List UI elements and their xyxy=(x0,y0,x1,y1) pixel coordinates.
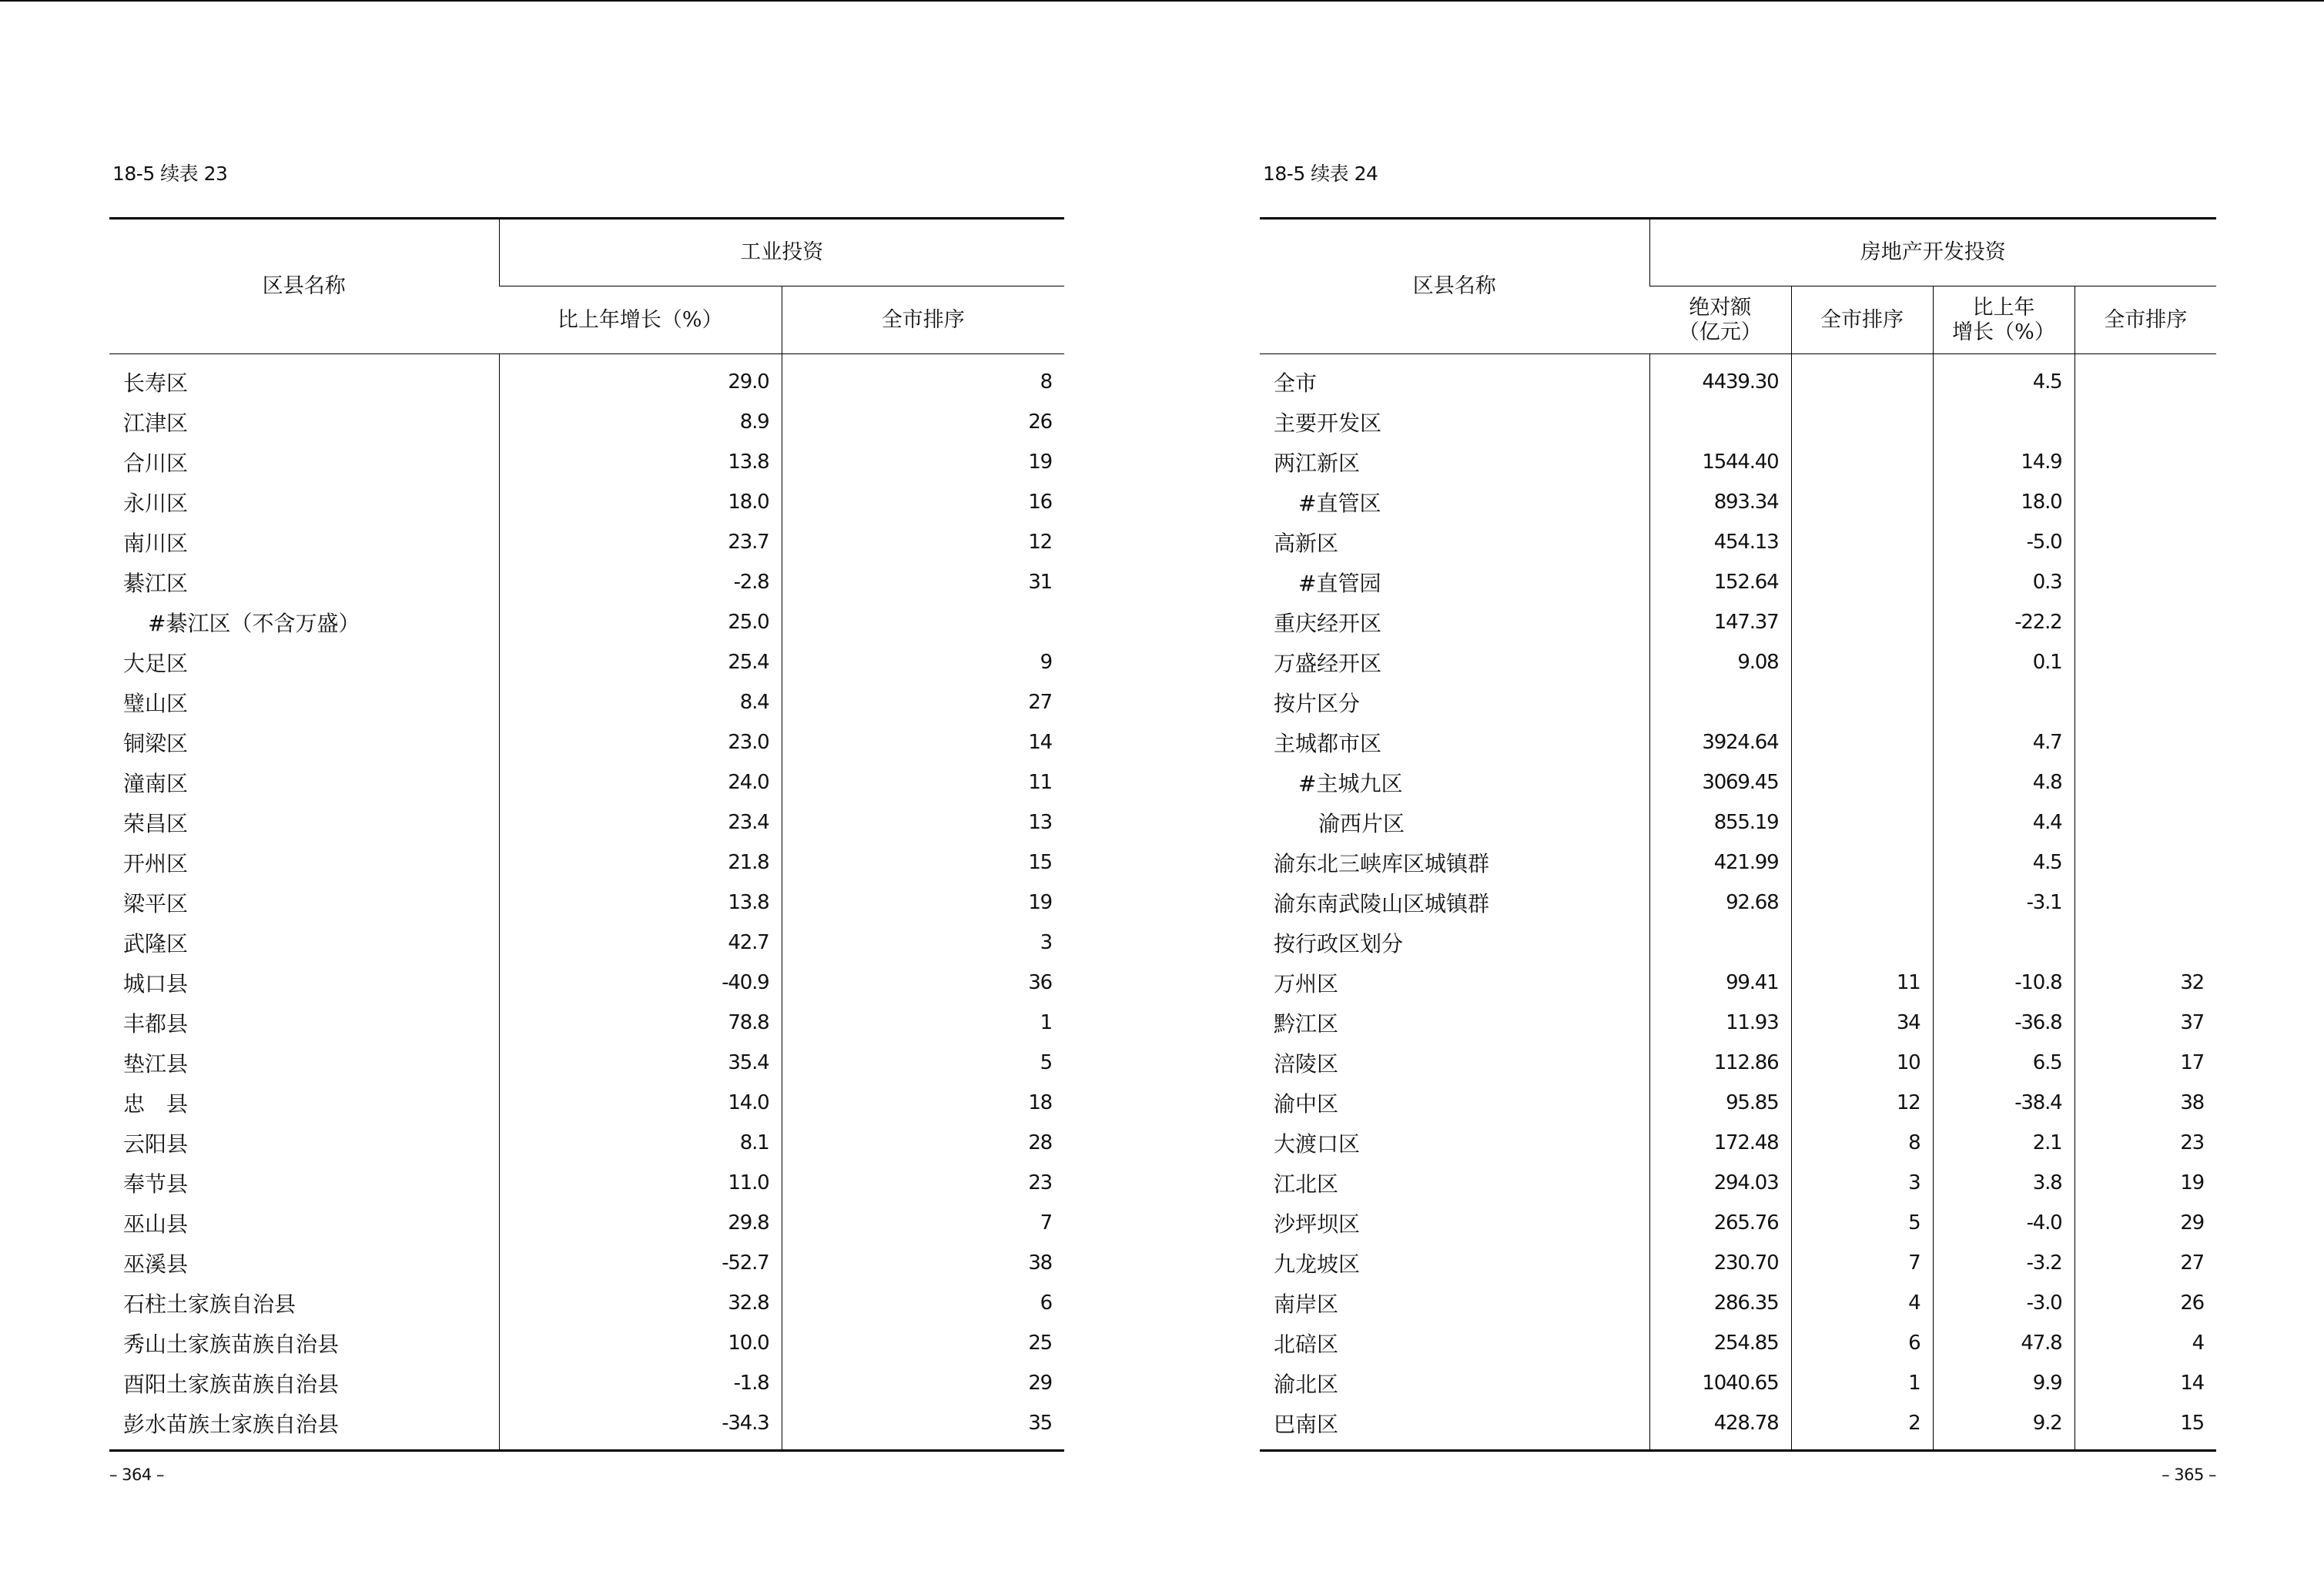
rank-amount-cell: 12 xyxy=(1791,1083,1933,1123)
district-name-cell: 黔江区 xyxy=(1274,1011,1339,1037)
table-row xyxy=(109,843,1064,883)
district-name-cell: #直管区 xyxy=(1298,491,1381,516)
rank-growth-cell xyxy=(2075,802,2216,843)
table-row xyxy=(1260,442,2216,482)
table-row xyxy=(1260,762,2216,802)
header-district-name: 区县名称 xyxy=(109,219,499,354)
table-row xyxy=(109,562,1064,602)
growth-cell: 3.8 xyxy=(1933,1163,2075,1203)
table-row xyxy=(109,1243,1064,1283)
growth-cell: 9.2 xyxy=(1933,1403,2075,1451)
district-name-cell: 江北区 xyxy=(1274,1171,1339,1197)
table-row xyxy=(1260,963,2216,1003)
growth-cell: 4.4 xyxy=(1933,802,2075,843)
table-row xyxy=(1260,562,2216,602)
growth-cell: 14.9 xyxy=(1933,442,2075,482)
district-name-cell: 垫江县 xyxy=(123,1051,189,1077)
growth-cell: 0.1 xyxy=(1933,642,2075,682)
header-real-estate-investment: 房地产开发投资 xyxy=(1649,219,2216,286)
amount-cell: 152.64 xyxy=(1649,562,1791,602)
table-row xyxy=(109,802,1064,843)
rank-cell: 19 xyxy=(782,883,1064,923)
district-name-cell: 丰都县 xyxy=(123,1011,189,1037)
growth-cell: 29.0 xyxy=(499,354,782,403)
rank-cell: 13 xyxy=(782,802,1064,843)
growth-cell: 23.7 xyxy=(499,522,782,562)
rank-cell: 27 xyxy=(782,682,1064,722)
table-row xyxy=(109,722,1064,762)
amount-cell: 254.85 xyxy=(1649,1323,1791,1363)
rank-growth-cell: 19 xyxy=(2075,1163,2216,1203)
district-name-cell: 南川区 xyxy=(123,531,189,556)
table-row xyxy=(1260,682,2216,722)
rank-growth-cell: 38 xyxy=(2075,1083,2216,1123)
real-estate-investment-table xyxy=(1260,217,2216,1452)
growth-cell: -34.3 xyxy=(499,1403,782,1451)
rank-cell: 8 xyxy=(782,354,1064,403)
table-row xyxy=(109,482,1064,522)
amount-cell: 147.37 xyxy=(1649,602,1791,642)
amount-cell xyxy=(1649,402,1791,442)
district-name-cell: 綦江区 xyxy=(123,571,189,596)
rank-amount-cell xyxy=(1791,722,1933,762)
rank-growth-cell xyxy=(2075,442,2216,482)
table-row xyxy=(1260,802,2216,843)
district-name-cell: 渝中区 xyxy=(1274,1091,1339,1117)
growth-cell: -36.8 xyxy=(1933,1003,2075,1043)
rank-amount-cell xyxy=(1791,843,1933,883)
rank-cell: 9 xyxy=(782,642,1064,682)
district-name-cell: 梁平区 xyxy=(123,891,189,916)
growth-cell: 8.4 xyxy=(499,682,782,722)
table-caption: 18-5 续表 24 xyxy=(1263,162,1378,185)
table-row xyxy=(109,1283,1064,1323)
amount-cell: 4439.30 xyxy=(1649,354,1791,403)
rank-growth-cell xyxy=(2075,923,2216,963)
table-row xyxy=(1260,843,2216,883)
rank-growth-cell: 29 xyxy=(2075,1203,2216,1243)
rank-cell: 3 xyxy=(782,923,1064,963)
district-name-cell: 武隆区 xyxy=(123,931,189,956)
amount-cell: 294.03 xyxy=(1649,1163,1791,1203)
header-rank-growth: 全市排序 xyxy=(2075,286,2216,354)
rank-amount-cell xyxy=(1791,802,1933,843)
district-name-cell: 沙坪坝区 xyxy=(1274,1211,1361,1237)
growth-cell: 35.4 xyxy=(499,1043,782,1083)
rank-growth-cell: 23 xyxy=(2075,1123,2216,1163)
growth-cell: 2.1 xyxy=(1933,1123,2075,1163)
amount-cell: 421.99 xyxy=(1649,843,1791,883)
rank-amount-cell: 10 xyxy=(1791,1043,1933,1083)
table-row xyxy=(109,963,1064,1003)
table-row xyxy=(1260,522,2216,562)
growth-cell: -38.4 xyxy=(1933,1083,2075,1123)
district-name-cell: 巴南区 xyxy=(1274,1412,1339,1437)
district-name-cell: #綦江区（不含万盛） xyxy=(148,611,360,636)
rank-growth-cell xyxy=(2075,722,2216,762)
rank-amount-cell: 6 xyxy=(1791,1323,1933,1363)
header-rank: 全市排序 xyxy=(782,286,1064,354)
table-row xyxy=(1260,1283,2216,1323)
growth-cell: 42.7 xyxy=(499,923,782,963)
table-row xyxy=(1260,602,2216,642)
rank-amount-cell xyxy=(1791,354,1933,403)
district-name-cell: 秀山土家族苗族自治县 xyxy=(123,1332,340,1357)
growth-cell: 47.8 xyxy=(1933,1323,2075,1363)
district-name-cell: 全市 xyxy=(1274,370,1318,396)
rank-growth-cell xyxy=(2075,883,2216,923)
growth-cell: -3.0 xyxy=(1933,1283,2075,1323)
table-row xyxy=(1260,1123,2216,1163)
district-name-cell: 北碚区 xyxy=(1274,1332,1339,1357)
district-name-cell: 南岸区 xyxy=(1274,1292,1339,1317)
growth-cell: 18.0 xyxy=(1933,482,2075,522)
growth-cell: 21.8 xyxy=(499,843,782,883)
growth-cell: -1.8 xyxy=(499,1363,782,1403)
table-row xyxy=(109,602,1064,642)
rank-growth-cell: 37 xyxy=(2075,1003,2216,1043)
rank-amount-cell xyxy=(1791,562,1933,602)
table-row xyxy=(109,1003,1064,1043)
rank-amount-cell xyxy=(1791,883,1933,923)
rank-amount-cell: 4 xyxy=(1791,1283,1933,1323)
growth-cell: -2.8 xyxy=(499,562,782,602)
table-row xyxy=(109,354,1064,403)
growth-cell: 4.7 xyxy=(1933,722,2075,762)
table-row xyxy=(1260,642,2216,682)
rank-growth-cell xyxy=(2075,762,2216,802)
rank-amount-cell xyxy=(1791,642,1933,682)
table-row xyxy=(109,682,1064,722)
amount-cell: 428.78 xyxy=(1649,1403,1791,1451)
district-name-cell: 巫山县 xyxy=(123,1211,189,1237)
table-row xyxy=(109,522,1064,562)
rank-growth-cell xyxy=(2075,642,2216,682)
rank-cell: 23 xyxy=(782,1163,1064,1203)
growth-cell: 4.5 xyxy=(1933,354,2075,403)
growth-cell: -5.0 xyxy=(1933,522,2075,562)
amount-cell: 1544.40 xyxy=(1649,442,1791,482)
amount-cell xyxy=(1649,923,1791,963)
growth-cell: 8.9 xyxy=(499,402,782,442)
amount-cell: 99.41 xyxy=(1649,963,1791,1003)
district-name-cell: 巫溪县 xyxy=(123,1251,189,1277)
district-name-cell: 酉阳土家族苗族自治县 xyxy=(123,1372,340,1397)
growth-cell: -22.2 xyxy=(1933,602,2075,642)
rank-cell: 12 xyxy=(782,522,1064,562)
rank-amount-cell: 8 xyxy=(1791,1123,1933,1163)
header-growth xyxy=(1933,286,2075,354)
district-name-cell: 涪陵区 xyxy=(1274,1051,1339,1077)
growth-cell xyxy=(1933,923,2075,963)
table-row xyxy=(1260,482,2216,522)
table-row xyxy=(109,402,1064,442)
growth-cell: 24.0 xyxy=(499,762,782,802)
rank-amount-cell: 11 xyxy=(1791,963,1933,1003)
top-border-line xyxy=(0,0,2324,2)
rank-cell: 25 xyxy=(782,1323,1064,1363)
growth-cell xyxy=(1933,682,2075,722)
rank-cell: 29 xyxy=(782,1363,1064,1403)
amount-cell: 454.13 xyxy=(1649,522,1791,562)
table-row xyxy=(1260,1043,2216,1083)
table-caption: 18-5 续表 23 xyxy=(112,162,228,185)
district-name-cell: 九龙坡区 xyxy=(1274,1251,1361,1277)
amount-cell: 92.68 xyxy=(1649,883,1791,923)
rank-cell: 28 xyxy=(782,1123,1064,1163)
rank-amount-cell: 1 xyxy=(1791,1363,1933,1403)
district-name-cell: 万州区 xyxy=(1274,971,1339,997)
rank-cell: 1 xyxy=(782,1003,1064,1043)
district-name-cell: 石柱土家族自治县 xyxy=(123,1292,296,1317)
table-row xyxy=(109,1323,1064,1363)
table-row xyxy=(109,1083,1064,1123)
rank-amount-cell xyxy=(1791,682,1933,722)
growth-cell: 78.8 xyxy=(499,1003,782,1043)
table-row xyxy=(1260,1403,2216,1451)
rank-amount-cell xyxy=(1791,923,1933,963)
table-row xyxy=(109,883,1064,923)
rank-growth-cell xyxy=(2075,562,2216,602)
amount-cell: 286.35 xyxy=(1649,1283,1791,1323)
table-row xyxy=(1260,1243,2216,1283)
district-name-cell: 渝东南武陵山区城镇群 xyxy=(1274,891,1490,916)
amount-cell: 3924.64 xyxy=(1649,722,1791,762)
district-name-cell: 忠 县 xyxy=(123,1091,189,1117)
district-name-cell: 城口县 xyxy=(123,971,189,997)
growth-cell: 13.8 xyxy=(499,442,782,482)
rank-growth-cell: 14 xyxy=(2075,1363,2216,1403)
table-row xyxy=(109,923,1064,963)
rank-amount-cell xyxy=(1791,602,1933,642)
amount-cell: 3069.45 xyxy=(1649,762,1791,802)
header-amount-line1: 绝对额 xyxy=(1689,295,1752,320)
district-name-cell: 永川区 xyxy=(123,491,189,516)
rank-cell: 31 xyxy=(782,562,1064,602)
growth-cell: 14.0 xyxy=(499,1083,782,1123)
growth-cell: 11.0 xyxy=(499,1163,782,1203)
rank-cell: 5 xyxy=(782,1043,1064,1083)
district-name-cell: 云阳县 xyxy=(123,1131,189,1157)
growth-cell: -3.2 xyxy=(1933,1243,2075,1283)
growth-cell: -3.1 xyxy=(1933,883,2075,923)
amount-cell xyxy=(1649,682,1791,722)
rank-growth-cell xyxy=(2075,402,2216,442)
rank-growth-cell xyxy=(2075,682,2216,722)
table-row xyxy=(109,1363,1064,1403)
amount-cell: 9.08 xyxy=(1649,642,1791,682)
district-name-cell: 渝西片区 xyxy=(1318,811,1405,836)
district-name-cell: 铜梁区 xyxy=(123,731,189,756)
header-rank-amount: 全市排序 xyxy=(1791,286,1933,354)
table-row xyxy=(109,1203,1064,1243)
rank-amount-cell: 7 xyxy=(1791,1243,1933,1283)
growth-cell: 10.0 xyxy=(499,1323,782,1363)
amount-cell: 11.93 xyxy=(1649,1003,1791,1043)
rank-growth-cell xyxy=(2075,354,2216,403)
rank-cell: 14 xyxy=(782,722,1064,762)
growth-cell: 25.4 xyxy=(499,642,782,682)
growth-cell: 18.0 xyxy=(499,482,782,522)
rank-growth-cell xyxy=(2075,522,2216,562)
table-row xyxy=(109,1043,1064,1083)
rank-amount-cell xyxy=(1791,442,1933,482)
page-number: – 364 – xyxy=(109,1466,164,1484)
table-row xyxy=(1260,402,2216,442)
table-row xyxy=(1260,1083,2216,1123)
rank-cell: 11 xyxy=(782,762,1064,802)
rank-cell: 35 xyxy=(782,1403,1064,1451)
district-name-cell: 大渡口区 xyxy=(1274,1131,1361,1157)
rank-amount-cell: 34 xyxy=(1791,1003,1933,1043)
table-row xyxy=(1260,923,2216,963)
amount-cell: 172.48 xyxy=(1649,1123,1791,1163)
rank-cell: 19 xyxy=(782,442,1064,482)
district-name-cell: 按片区分 xyxy=(1274,691,1361,716)
growth-cell: -52.7 xyxy=(499,1243,782,1283)
amount-cell: 265.76 xyxy=(1649,1203,1791,1243)
growth-cell: 4.8 xyxy=(1933,762,2075,802)
growth-cell xyxy=(1933,402,2075,442)
amount-cell: 855.19 xyxy=(1649,802,1791,843)
page-number: – 365 – xyxy=(2162,1466,2216,1484)
growth-cell: 13.8 xyxy=(499,883,782,923)
industrial-investment-table xyxy=(109,217,1064,1452)
district-name-cell: 潼南区 xyxy=(123,771,189,796)
growth-cell: -40.9 xyxy=(499,963,782,1003)
growth-cell: 23.0 xyxy=(499,722,782,762)
rank-cell: 36 xyxy=(782,963,1064,1003)
rank-growth-cell: 4 xyxy=(2075,1323,2216,1363)
rank-growth-cell: 26 xyxy=(2075,1283,2216,1323)
header-district-name: 区县名称 xyxy=(1260,219,1649,354)
growth-cell: 4.5 xyxy=(1933,843,2075,883)
rank-growth-cell: 32 xyxy=(2075,963,2216,1003)
rank-amount-cell: 5 xyxy=(1791,1203,1933,1243)
growth-cell: 25.0 xyxy=(499,602,782,642)
growth-cell: 23.4 xyxy=(499,802,782,843)
district-name-cell: 主城都市区 xyxy=(1274,731,1382,756)
rank-amount-cell xyxy=(1791,762,1933,802)
rank-cell: 26 xyxy=(782,402,1064,442)
district-name-cell: 渝北区 xyxy=(1274,1372,1339,1397)
header-growth-line1: 比上年 xyxy=(1972,295,2035,320)
rank-cell: 16 xyxy=(782,482,1064,522)
rank-cell: 38 xyxy=(782,1243,1064,1283)
district-name-cell: 合川区 xyxy=(123,451,189,476)
rank-cell xyxy=(782,602,1064,642)
growth-cell: 9.9 xyxy=(1933,1363,2075,1403)
district-name-cell: 长寿区 xyxy=(123,370,189,396)
header-amount xyxy=(1649,286,1791,354)
amount-cell: 95.85 xyxy=(1649,1083,1791,1123)
amount-cell: 893.34 xyxy=(1649,482,1791,522)
district-name-cell: 彭水苗族土家族自治县 xyxy=(123,1412,340,1437)
amount-cell: 112.86 xyxy=(1649,1043,1791,1083)
growth-cell: -10.8 xyxy=(1933,963,2075,1003)
rank-growth-cell: 15 xyxy=(2075,1403,2216,1451)
table-row xyxy=(1260,1323,2216,1363)
growth-cell: 29.8 xyxy=(499,1203,782,1243)
growth-cell: 6.5 xyxy=(1933,1043,2075,1083)
rank-amount-cell xyxy=(1791,482,1933,522)
district-name-cell: 渝东北三峡库区城镇群 xyxy=(1274,851,1490,876)
rank-amount-cell xyxy=(1791,522,1933,562)
growth-cell: 0.3 xyxy=(1933,562,2075,602)
rank-cell: 7 xyxy=(782,1203,1064,1243)
table-row xyxy=(1260,354,2216,403)
district-name-cell: 璧山区 xyxy=(123,691,189,716)
table-row xyxy=(1260,883,2216,923)
rank-growth-cell xyxy=(2075,602,2216,642)
growth-cell: 8.1 xyxy=(499,1123,782,1163)
table-row xyxy=(1260,1363,2216,1403)
rank-amount-cell xyxy=(1791,402,1933,442)
district-name-cell: 两江新区 xyxy=(1274,451,1361,476)
rank-cell: 6 xyxy=(782,1283,1064,1323)
table-row xyxy=(1260,722,2216,762)
district-name-cell: 荣昌区 xyxy=(123,811,189,836)
district-name-cell: #直管园 xyxy=(1298,571,1381,596)
table-row xyxy=(1260,1163,2216,1203)
table-row xyxy=(109,642,1064,682)
table-row xyxy=(109,442,1064,482)
table-row xyxy=(1260,1003,2216,1043)
rank-growth-cell: 17 xyxy=(2075,1043,2216,1083)
growth-cell: 32.8 xyxy=(499,1283,782,1323)
table-row xyxy=(109,1163,1064,1203)
header-growth: 比上年增长（%） xyxy=(499,286,782,354)
amount-cell: 1040.65 xyxy=(1649,1363,1791,1403)
district-name-cell: 高新区 xyxy=(1274,531,1339,556)
rank-amount-cell: 2 xyxy=(1791,1403,1933,1451)
growth-cell: -4.0 xyxy=(1933,1203,2075,1243)
header-industrial-investment: 工业投资 xyxy=(499,219,1064,286)
rank-cell: 15 xyxy=(782,843,1064,883)
table-row xyxy=(109,1123,1064,1163)
district-name-cell: 开州区 xyxy=(123,851,189,876)
district-name-cell: 重庆经开区 xyxy=(1274,611,1382,636)
district-name-cell: 按行政区划分 xyxy=(1274,931,1404,956)
header-growth-line2: 增长（%） xyxy=(1952,320,2055,344)
district-name-cell: 主要开发区 xyxy=(1274,410,1382,436)
district-name-cell: 大足区 xyxy=(123,651,189,676)
district-name-cell: 万盛经开区 xyxy=(1274,651,1382,676)
rank-growth-cell: 27 xyxy=(2075,1243,2216,1283)
header-amount-line2: （亿元） xyxy=(1678,320,1762,344)
table-row xyxy=(109,1403,1064,1451)
rank-growth-cell xyxy=(2075,482,2216,522)
rank-cell: 18 xyxy=(782,1083,1064,1123)
table-row xyxy=(1260,1203,2216,1243)
amount-cell: 230.70 xyxy=(1649,1243,1791,1283)
rank-amount-cell: 3 xyxy=(1791,1163,1933,1203)
rank-growth-cell xyxy=(2075,843,2216,883)
district-name-cell: 江津区 xyxy=(123,410,189,436)
table-row xyxy=(109,762,1064,802)
district-name-cell: 奉节县 xyxy=(123,1171,189,1197)
district-name-cell: #主城九区 xyxy=(1298,771,1403,796)
